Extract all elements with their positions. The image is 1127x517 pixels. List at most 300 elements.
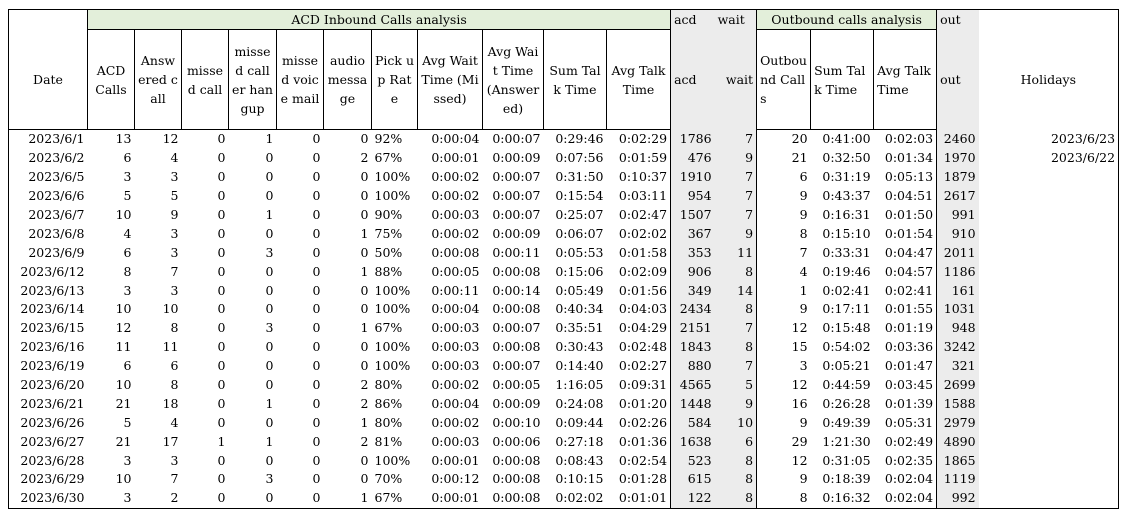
cell-missed-caller-hangup: 1 — [265, 207, 274, 222]
cell-avg-wait-missed: 0:00:02 — [431, 414, 480, 430]
cell-wait: 10 — [715, 413, 757, 432]
cell-avg-wait-missed: 0:00:02 — [431, 377, 480, 393]
cell-pick-up-rate: 88% — [374, 263, 403, 279]
cell-avg-wait-missed: 0:00:04 — [431, 395, 480, 411]
table-row — [9, 243, 1119, 262]
cell-missed-call: 0 — [217, 320, 226, 336]
cell-missed-caller-hangup: 0 — [265, 301, 274, 317]
cell-outbound-calls: 12 — [757, 451, 811, 470]
cell-acd: 1638 — [671, 432, 715, 451]
cell-avg-talk-time: 0:02:29 — [607, 130, 671, 149]
cell-out-sum-talk-time: 0:32:50 — [822, 150, 871, 166]
cell-missed-voice-mail: 0 — [312, 377, 321, 393]
cell-answered-call: 2 — [135, 489, 182, 508]
cell-out-sum-talk-time: 0:43:37 — [822, 188, 871, 204]
cell-missed-voice-mail: 0 — [312, 395, 321, 411]
col-out: out — [937, 30, 979, 130]
cell-missed-call: 0 — [217, 169, 226, 185]
cell-date: 2023/6/13 — [9, 281, 88, 300]
cell-audio-message: 0 — [360, 244, 369, 260]
cell-missed-voice-mail: 0 — [312, 320, 321, 336]
cell-acd-calls: 5 — [123, 414, 132, 430]
cell-audio-message: 1 — [360, 263, 369, 279]
cell-pick-up-rate: 100% — [374, 169, 411, 185]
cell-wait: 7 — [715, 357, 757, 376]
cell-holiday — [979, 319, 1119, 338]
table-row — [9, 300, 1119, 319]
cell-holiday — [979, 168, 1119, 187]
cell-missed-voice-mail: 0 — [312, 301, 321, 317]
table-row — [9, 338, 1119, 357]
table-row — [9, 394, 1119, 413]
cell-missed-call: 0 — [217, 263, 226, 279]
col-out-sum-talk-time: Sum Talk Time — [811, 30, 874, 130]
cell-acd: 584 — [671, 413, 715, 432]
cell-holiday: 2023/6/23 — [979, 130, 1119, 149]
cell-missed-caller-hangup: 0 — [265, 377, 274, 393]
cell-avg-wait-missed: 0:00:04 — [431, 131, 480, 147]
cell-avg-talk-time: 0:02:54 — [607, 451, 671, 470]
cell-avg-wait-answered: 0:00:09 — [492, 395, 541, 411]
cell-missed-voice-mail: 0 — [312, 169, 321, 185]
cell-date: 2023/6/26 — [9, 413, 88, 432]
cell-wait: 5 — [715, 376, 757, 395]
cell-out-avg-talk-time: 0:05:13 — [874, 168, 937, 187]
cell-avg-talk-time: 0:01:20 — [607, 394, 671, 413]
cell-out: 1970 — [937, 149, 979, 168]
cell-acd: 1843 — [671, 338, 715, 357]
cell-holiday — [979, 262, 1119, 281]
cell-missed-call: 0 — [217, 452, 226, 468]
cell-audio-message: 1 — [360, 414, 369, 430]
cell-sum-talk-time: 0:05:49 — [555, 282, 604, 298]
cell-avg-wait-answered: 0:00:11 — [492, 244, 541, 260]
cell-audio-message: 2 — [360, 433, 369, 449]
cell-missed-call: 1 — [217, 433, 226, 449]
cell-holiday — [979, 243, 1119, 262]
cell-avg-talk-time: 0:01:56 — [607, 281, 671, 300]
cell-out: 3242 — [937, 338, 979, 357]
cell-missed-call: 0 — [217, 471, 226, 487]
cell-avg-talk-time: 0:01:36 — [607, 432, 671, 451]
cell-wait: 7 — [715, 206, 757, 225]
cell-avg-wait-answered: 0:00:07 — [492, 169, 541, 185]
table-row — [9, 224, 1119, 243]
cell-missed-caller-hangup: 3 — [265, 471, 274, 487]
cell-missed-call: 0 — [217, 150, 226, 166]
cell-acd-calls: 10 — [115, 301, 132, 317]
col-out-avg-talk-time: Avg Talk Time — [874, 30, 937, 130]
cell-missed-call: 0 — [217, 188, 226, 204]
cell-avg-wait-missed: 0:00:03 — [431, 339, 480, 355]
cell-acd: 353 — [671, 243, 715, 262]
cell-avg-wait-answered: 0:00:07 — [492, 131, 541, 147]
cell-pick-up-rate: 100% — [374, 301, 411, 317]
cell-out-avg-talk-time: 0:02:35 — [874, 451, 937, 470]
cell-avg-wait-answered: 0:00:08 — [483, 489, 544, 508]
cell-holiday — [979, 451, 1119, 470]
cell-missed-caller-hangup: 0 — [265, 358, 274, 374]
cell-avg-wait-missed: 0:00:02 — [431, 188, 480, 204]
cell-wait: 8 — [715, 470, 757, 489]
cell-missed-caller-hangup: 0 — [265, 169, 274, 185]
cell-audio-message: 0 — [360, 452, 369, 468]
cell-date: 2023/6/29 — [9, 470, 88, 489]
cell-out: 948 — [937, 319, 979, 338]
cell-date: 2023/6/2 — [9, 149, 88, 168]
cell-audio-message: 1 — [324, 489, 372, 508]
cell-out-sum-talk-time: 0:41:00 — [822, 131, 871, 147]
cell-sum-talk-time: 0:40:34 — [555, 301, 604, 317]
cell-missed-call: 0 — [217, 377, 226, 393]
cell-acd: 1786 — [671, 130, 715, 149]
col-outbound-calls: Outbound Calls — [757, 30, 811, 130]
cell-sum-talk-time: 0:10:15 — [555, 471, 604, 487]
table-row — [9, 187, 1119, 206]
cell-outbound-calls: 9 — [757, 206, 811, 225]
cell-audio-message: 0 — [360, 471, 369, 487]
cell-answered-call: 4 — [170, 414, 179, 430]
cell-answered-call: 18 — [162, 395, 179, 411]
cell-missed-voice-mail: 0 — [312, 131, 321, 147]
cell-holiday — [979, 300, 1119, 319]
cell-holiday — [979, 376, 1119, 395]
cell-missed-call: 0 — [182, 489, 229, 508]
cell-acd-calls: 3 — [123, 169, 132, 185]
cell-avg-wait-answered: 0:00:08 — [492, 471, 541, 487]
cell-out-avg-talk-time: 0:01:50 — [874, 206, 937, 225]
cell-sum-talk-time: 0:05:53 — [555, 244, 604, 260]
cell-audio-message: 2 — [360, 150, 369, 166]
cell-sum-talk-time: 0:07:56 — [555, 150, 604, 166]
cell-missed-call: 0 — [217, 395, 226, 411]
cell-avg-wait-missed: 0:00:08 — [431, 244, 480, 260]
cell-outbound-calls: 29 — [757, 432, 811, 451]
cell-pick-up-rate: 67% — [372, 489, 418, 508]
cell-out-avg-talk-time: 0:02:41 — [874, 281, 937, 300]
cell-avg-wait-missed: 0:00:04 — [431, 301, 480, 317]
cell-out-sum-talk-time: 0:15:48 — [822, 320, 871, 336]
cell-out: 2979 — [937, 413, 979, 432]
col-missed-voice-mail: missed voice mail — [277, 30, 324, 130]
cell-avg-wait-answered: 0:00:14 — [492, 282, 541, 298]
cell-wait: 8 — [715, 300, 757, 319]
cell-out-avg-talk-time: 0:02:49 — [874, 432, 937, 451]
cell-out-sum-talk-time: 0:49:39 — [822, 414, 871, 430]
cell-acd-calls: 21 — [115, 395, 132, 411]
table-row — [9, 470, 1119, 489]
cell-missed-voice-mail: 0 — [312, 471, 321, 487]
cell-out: 1588 — [937, 394, 979, 413]
cell-acd-calls: 6 — [123, 358, 132, 374]
table-row — [9, 413, 1119, 432]
cell-out-sum-talk-time: 1:21:30 — [822, 433, 871, 449]
cell-missed-voice-mail: 0 — [312, 188, 321, 204]
cell-wait: 8 — [715, 338, 757, 357]
cell-sum-talk-time: 0:25:07 — [555, 207, 604, 222]
cell-out-avg-talk-time: 0:03:36 — [874, 338, 937, 357]
cell-avg-talk-time: 0:02:48 — [607, 338, 671, 357]
cell-missed-voice-mail: 0 — [312, 452, 321, 468]
cell-wait: 7 — [715, 168, 757, 187]
cell-pick-up-rate: 92% — [374, 131, 403, 147]
cell-out: 992 — [937, 489, 979, 508]
col-audio-message: audio message — [324, 30, 372, 130]
col-avg-talk-time: Avg Talk Time — [607, 30, 671, 130]
out-top-header: out — [937, 10, 979, 30]
cell-answered-call: 8 — [170, 377, 179, 393]
cell-out: 2460 — [937, 130, 979, 149]
cell-out: 4890 — [937, 432, 979, 451]
cell-out: 2617 — [937, 187, 979, 206]
cell-avg-wait-answered: 0:00:05 — [492, 377, 541, 393]
cell-out-avg-talk-time: 0:02:04 — [874, 470, 937, 489]
cell-avg-talk-time: 0:10:37 — [607, 168, 671, 187]
cell-out-sum-talk-time: 0:19:46 — [822, 263, 871, 279]
cell-answered-call: 7 — [170, 471, 179, 487]
cell-avg-wait-missed: 0:00:11 — [431, 282, 480, 298]
cell-missed-voice-mail: 0 — [312, 150, 321, 166]
cell-pick-up-rate: 75% — [374, 225, 403, 241]
cell-sum-talk-time: 1:16:05 — [555, 377, 604, 393]
cell-out-avg-talk-time: 0:01:34 — [874, 149, 937, 168]
cell-wait: 6 — [715, 432, 757, 451]
cell-avg-wait-missed: 0:00:12 — [431, 471, 480, 487]
cell-out-avg-talk-time: 0:02:04 — [874, 489, 937, 508]
cell-date: 2023/6/7 — [9, 206, 88, 225]
cell-out-sum-talk-time: 0:44:59 — [822, 377, 871, 393]
table-row — [9, 489, 1119, 508]
cell-date: 2023/6/6 — [9, 187, 88, 206]
cell-avg-wait-answered: 0:00:08 — [492, 263, 541, 279]
cell-pick-up-rate: 80% — [374, 414, 403, 430]
cell-missed-call: 0 — [217, 358, 226, 374]
cell-wait: 7 — [715, 187, 757, 206]
cell-missed-caller-hangup: 0 — [265, 150, 274, 166]
cell-audio-message: 2 — [360, 395, 369, 411]
cell-out-sum-talk-time: 0:31:05 — [822, 452, 871, 468]
cell-out-avg-talk-time: 0:04:47 — [874, 243, 937, 262]
table-row — [9, 130, 1119, 149]
cell-outbound-calls: 6 — [757, 168, 811, 187]
cell-wait: 9 — [715, 224, 757, 243]
cell-answered-call: 5 — [170, 188, 179, 204]
cell-acd: 1507 — [671, 206, 715, 225]
table-row — [9, 376, 1119, 395]
cell-outbound-calls: 20 — [757, 130, 811, 149]
cell-sum-talk-time: 0:14:40 — [555, 358, 604, 374]
cell-avg-talk-time: 0:02:27 — [607, 357, 671, 376]
cell-acd-calls: 10 — [115, 207, 132, 222]
cell-missed-voice-mail: 0 — [312, 207, 321, 222]
cell-avg-talk-time: 0:02:26 — [607, 413, 671, 432]
cell-audio-message: 1 — [360, 320, 369, 336]
cell-audio-message: 0 — [360, 339, 369, 355]
cell-acd-calls: 13 — [115, 131, 132, 147]
cell-avg-wait-answered: 0:00:09 — [492, 150, 541, 166]
cell-pick-up-rate: 100% — [374, 188, 411, 204]
table-row — [9, 319, 1119, 338]
cell-avg-wait-missed: 0:00:05 — [431, 263, 480, 279]
cell-outbound-calls: 21 — [757, 149, 811, 168]
cell-missed-call: 0 — [217, 131, 226, 147]
cell-acd: 615 — [671, 470, 715, 489]
cell-wait: 11 — [715, 243, 757, 262]
cell-out: 910 — [937, 224, 979, 243]
cell-outbound-calls: 3 — [757, 357, 811, 376]
acd-group-header: ACD Inbound Calls analysis — [88, 10, 671, 30]
cell-out: 1865 — [937, 451, 979, 470]
cell-acd-calls: 3 — [88, 489, 135, 508]
cell-missed-call: 0 — [217, 207, 226, 222]
cell-avg-talk-time: 0:09:31 — [607, 376, 671, 395]
cell-out-avg-talk-time: 0:01:47 — [874, 357, 937, 376]
cell-date: 2023/6/9 — [9, 243, 88, 262]
cell-pick-up-rate: 70% — [374, 471, 403, 487]
cell-avg-talk-time: 0:04:29 — [607, 319, 671, 338]
cell-wait: 8 — [715, 489, 757, 508]
cell-outbound-calls: 9 — [757, 413, 811, 432]
cell-out-sum-talk-time: 0:16:32 — [811, 489, 874, 508]
cell-audio-message: 0 — [360, 188, 369, 204]
cell-audio-message: 0 — [360, 207, 369, 222]
cell-outbound-calls: 7 — [757, 243, 811, 262]
cell-out-avg-talk-time: 0:05:31 — [874, 413, 937, 432]
cell-missed-voice-mail: 0 — [277, 489, 324, 508]
table-row — [9, 206, 1119, 225]
cell-outbound-calls: 12 — [757, 319, 811, 338]
col-missed-call: missed call — [182, 30, 229, 130]
cell-acd-calls: 6 — [123, 150, 132, 166]
cell-wait: 8 — [715, 451, 757, 470]
cell-avg-wait-missed: 0:00:03 — [431, 320, 480, 336]
cell-missed-call: 0 — [217, 339, 226, 355]
cell-acd: 1910 — [671, 168, 715, 187]
cell-wait: 14 — [715, 281, 757, 300]
table-row — [9, 262, 1119, 281]
cell-out: 991 — [937, 206, 979, 225]
cell-acd-calls: 4 — [123, 225, 132, 241]
cell-wait: 9 — [715, 394, 757, 413]
cell-pick-up-rate: 86% — [374, 395, 403, 411]
cell-answered-call: 7 — [170, 263, 179, 279]
cell-acd: 1448 — [671, 394, 715, 413]
cell-holiday — [979, 187, 1119, 206]
col-missed-caller-hangup: missed caller hangup — [229, 30, 277, 130]
table-row — [9, 281, 1119, 300]
cell-out: 321 — [937, 357, 979, 376]
table-row — [9, 168, 1119, 187]
cell-missed-call: 0 — [217, 225, 226, 241]
cell-avg-wait-answered: 0:00:07 — [492, 358, 541, 374]
cell-avg-wait-missed: 0:00:03 — [431, 207, 480, 222]
cell-sum-talk-time: 0:06:07 — [555, 225, 604, 241]
cell-out-avg-talk-time: 0:04:57 — [874, 262, 937, 281]
table-row — [9, 432, 1119, 451]
cell-holiday — [979, 224, 1119, 243]
cell-answered-call: 3 — [170, 225, 179, 241]
cell-avg-wait-answered: 0:00:08 — [492, 339, 541, 355]
cell-out-sum-talk-time: 0:15:10 — [822, 225, 871, 241]
cell-avg-wait-answered: 0:00:10 — [492, 414, 541, 430]
cell-out: 1031 — [937, 300, 979, 319]
cell-answered-call: 6 — [170, 358, 179, 374]
cell-out-sum-talk-time: 0:31:19 — [822, 169, 871, 185]
cell-outbound-calls: 15 — [757, 338, 811, 357]
cell-audio-message: 0 — [360, 358, 369, 374]
cell-avg-wait-missed: 0:00:01 — [418, 489, 483, 508]
cell-out: 1186 — [937, 262, 979, 281]
cell-out-sum-talk-time: 0:54:02 — [822, 339, 871, 355]
cell-outbound-calls: 16 — [757, 394, 811, 413]
cell-answered-call: 3 — [170, 169, 179, 185]
cell-avg-talk-time: 0:04:03 — [607, 300, 671, 319]
cell-answered-call: 3 — [170, 282, 179, 298]
cell-missed-voice-mail: 0 — [312, 433, 321, 449]
cell-avg-talk-time: 0:01:01 — [607, 489, 671, 508]
cell-outbound-calls: 9 — [757, 300, 811, 319]
cell-outbound-calls: 12 — [757, 376, 811, 395]
cell-answered-call: 3 — [170, 452, 179, 468]
cell-sum-talk-time: 0:24:08 — [555, 395, 604, 411]
cell-pick-up-rate: 100% — [374, 282, 411, 298]
cell-outbound-calls: 9 — [757, 187, 811, 206]
table-row — [9, 357, 1119, 376]
col-answered-call: Answered call — [135, 30, 182, 130]
cell-missed-voice-mail: 0 — [312, 339, 321, 355]
cell-avg-wait-answered: 0:00:07 — [492, 188, 541, 204]
cell-missed-call: 0 — [217, 414, 226, 430]
cell-date: 2023/6/12 — [9, 262, 88, 281]
cell-avg-talk-time: 0:02:47 — [607, 206, 671, 225]
cell-out-avg-talk-time: 0:01:54 — [874, 224, 937, 243]
cell-missed-call: 0 — [217, 282, 226, 298]
corner-cell — [9, 10, 88, 30]
cell-acd: 349 — [671, 281, 715, 300]
cell-avg-wait-missed: 0:00:02 — [431, 225, 480, 241]
cell-pick-up-rate: 67% — [374, 150, 403, 166]
cell-avg-wait-answered: 0:00:06 — [492, 433, 541, 449]
cell-audio-message: 1 — [360, 225, 369, 241]
cell-acd: 476 — [671, 149, 715, 168]
cell-out-avg-talk-time: 0:02:03 — [874, 130, 937, 149]
cell-sum-talk-time: 0:35:51 — [555, 320, 604, 336]
cell-missed-caller-hangup: 0 — [265, 188, 274, 204]
cell-audio-message: 0 — [360, 282, 369, 298]
cell-avg-talk-time: 0:01:59 — [607, 149, 671, 168]
cell-sum-talk-time: 0:15:06 — [555, 263, 604, 279]
cell-sum-talk-time: 0:09:44 — [555, 414, 604, 430]
cell-avg-wait-missed: 0:00:01 — [431, 452, 480, 468]
cell-sum-talk-time: 0:02:02 — [544, 489, 607, 508]
cell-audio-message: 0 — [360, 131, 369, 147]
cell-avg-wait-answered: 0:00:09 — [492, 225, 541, 241]
cell-missed-caller-hangup: 0 — [265, 282, 274, 298]
cell-acd: 906 — [671, 262, 715, 281]
cell-missed-voice-mail: 0 — [312, 358, 321, 374]
col-date: Date — [9, 30, 88, 130]
cell-acd: 367 — [671, 224, 715, 243]
cell-date: 2023/6/27 — [9, 432, 88, 451]
cell-acd: 2434 — [671, 300, 715, 319]
cell-avg-talk-time: 0:02:02 — [607, 224, 671, 243]
cell-pick-up-rate: 100% — [374, 358, 411, 374]
cell-out-avg-talk-time: 0:01:19 — [874, 319, 937, 338]
cell-missed-caller-hangup: 3 — [265, 320, 274, 336]
col-sum-talk-time: Sum Talk Time — [544, 30, 607, 130]
cell-pick-up-rate: 100% — [374, 339, 411, 355]
cell-holiday — [979, 206, 1119, 225]
